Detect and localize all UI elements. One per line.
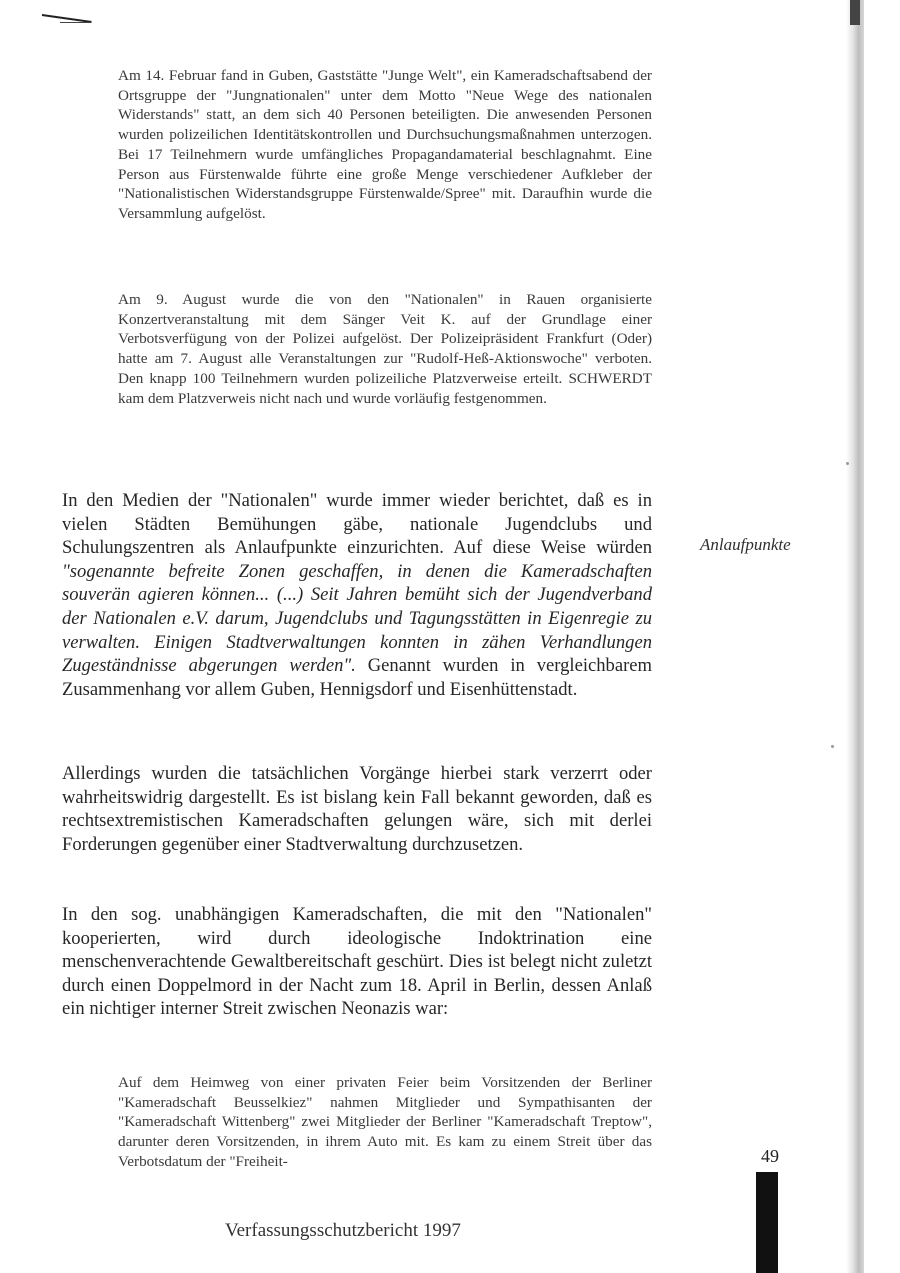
- paragraph-text: In den Medien der "Nationalen" wurde immer wieder berichtet, daß es in vielen Städten Bemühungen gäbe, nationale Jugendclubs und Schulungszentren als Anlaufpunkte einzurichten. Auf diese Weise würden: [62, 490, 652, 559]
- paragraph-kameradschaften: In den sog. unabhängigen Kameradschaften, die mit den "Nationalen" kooperierten, wird durch ideologische Indoktrination eine menschenverachtende Gewaltbereitschaft geschürt. Dies ist belegt nicht zuletzt durch einen Doppelmord in der Nacht zum 18. April in Berlin, dessen Anlaß ein nichtiger interner Streit zwischen Neonazis war:: [62, 904, 652, 1020]
- page-tab-bar: [756, 1172, 778, 1273]
- paragraph-text: Genannt wurden in vergleichbarem Zusammenhang vor allem Guben, Hennigsdorf und Eisenhüttenstadt.: [62, 655, 652, 700]
- scan-artifact-line-short: [60, 22, 90, 23]
- quote-heimweg: Auf dem Heimweg von einer privaten Feier beim Vorsitzenden der Berliner "Kameradschaft Beusselkiez" nahmen Mitglieder und Sympathisanten der "Kameradschaft Wittenberg" zwei Mitglieder der Berliner "Kameradschaft Treptow", darunter deren Vorsitzenden, in ihrem Auto mit. Es kam zu einem Streit über das Verbotsdatum der "Freiheit-: [118, 1074, 652, 1170]
- page-number: 49: [761, 1146, 779, 1166]
- paragraph-anlaufpunkte: [62, 489, 652, 701]
- margin-note: Anlaufpunkte: [700, 535, 791, 554]
- page-edge-shadow: [846, 0, 864, 1273]
- quote-rauen: Am 9. August wurde die von den "Nationalen" in Rauen organisierte Konzertveranstaltung mit dem Sänger Veit K. auf der Grundlage einer Verbotsverfügung von der Polizei aufgelöst. Der Polizeipräsident Frankfurt (Oder) hatte am 7. August alle Veranstaltungen zur "Rudolf-Heß-Aktionswoche" verboten. Den knapp 100 Teilnehmern wurden polizeiliche Platzverweise erteilt. SCHWERDT kam dem Platzverweis nicht nach und wurde vorläufig festgenommen.: [118, 291, 652, 407]
- footer-title: Verfassungsschutzbericht 1997: [225, 1220, 461, 1241]
- page-edge-mark: [850, 0, 860, 25]
- paragraph-verzerrt: Allerdings wurden die tatsächlichen Vorgänge hierbei stark verzerrt oder wahrheitswidrig dargestellt. Es ist bislang kein Fall bekannt geworden, daß es rechtsextremistischen Kameradschaften gelungen wäre, sich mit derlei Forderungen gegenüber einer Stadtverwaltung durchzusetzen.: [62, 763, 652, 855]
- scan-speck: [846, 462, 849, 465]
- paragraph-citation: "sogenannte befreite Zonen geschaffen, in denen die Kameradschaften souverän agieren können... (...) Seit Jahren bemüht sich der Jugendverband der Nationalen e.V. darum, Jugendclubs und Tagungsstätten in Eigenregie zu verwalten. Einigen Stadtverwaltungen konnten in zähen Verhandlungen Zugeständnisse abgerungen werden".: [62, 560, 652, 677]
- quote-guben: Am 14. Februar fand in Guben, Gaststätte "Junge Welt", ein Kameradschaftsabend der Ortsgruppe der "Jungnationalen" unter dem Motto "Neue Wege des nationalen Widerstands" statt, an dem sich 40 Personen beteiligten. Die anwesenden Personen wurden polizeilichen Identitätskontrollen und Durchsuchungsmaßnahmen unterzogen. Bei 17 Teilnehmern wurde umfängliches Propagandamaterial beschlagnahmt. Eine Person aus Fürstenwalde führte eine große Menge verschiedener Aufkleber der "Nationalistischen Widerstandsgruppe Fürstenwalde/Spree" mit. Daraufhin wurde die Versammlung aufgelöst.: [118, 67, 652, 222]
- scan-speck: [831, 745, 834, 748]
